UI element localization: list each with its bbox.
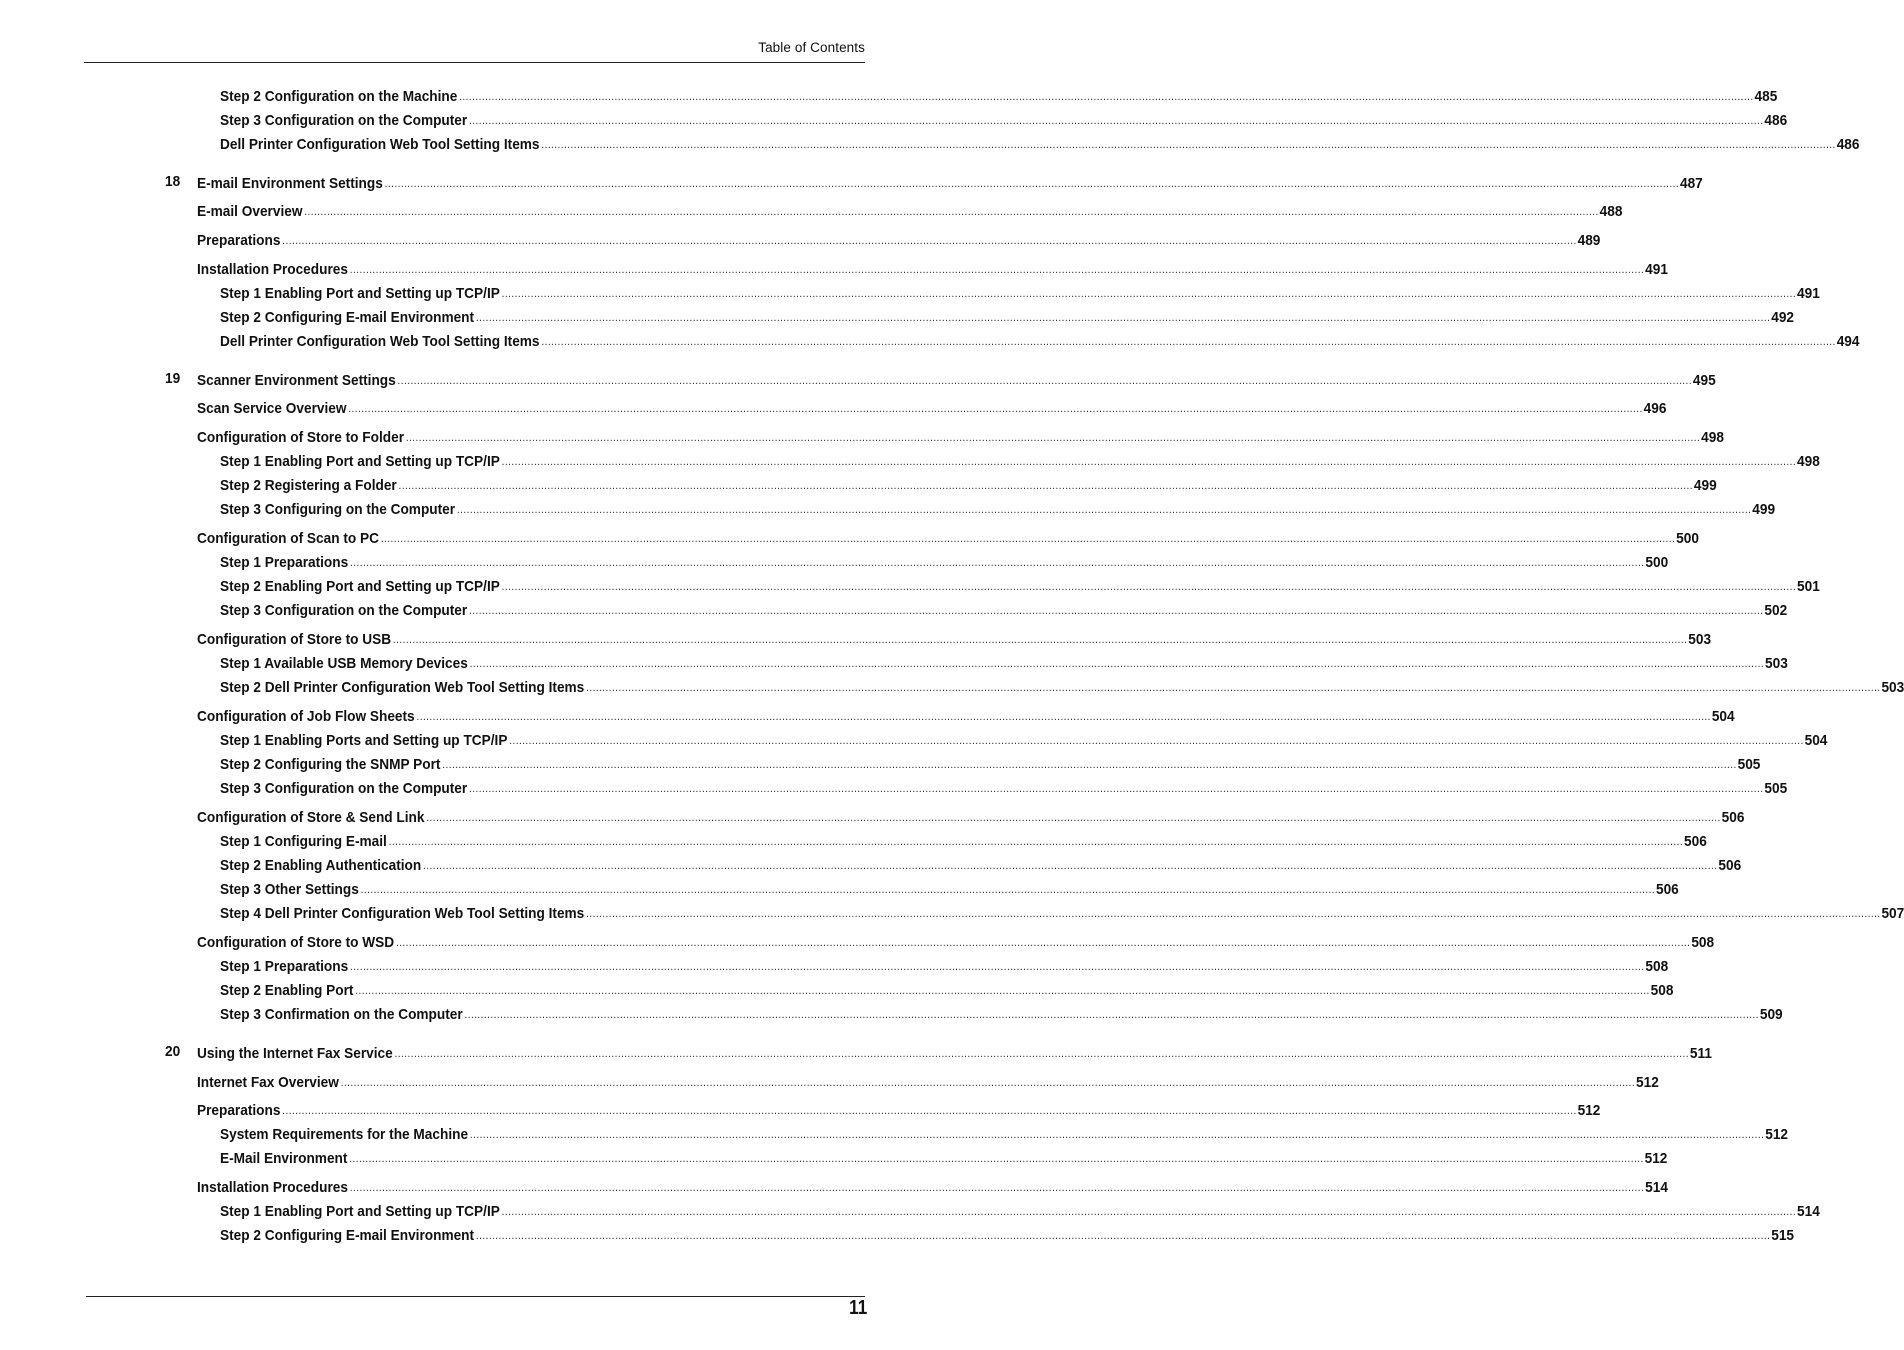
toc-dot-leader: ................................................................................................................................................................................................................................................................................................................................................................................................................ bbox=[501, 288, 1797, 300]
toc-entry-page: 512 bbox=[1577, 1102, 1601, 1119]
toc-subsection-entry[interactable] bbox=[220, 498, 1776, 518]
toc-entry-title: Step 3 Configuring on the Computer bbox=[220, 501, 456, 518]
toc-entry-title: Step 2 Configuring E-mail Environment bbox=[220, 1227, 475, 1244]
toc-subsection-entry[interactable] bbox=[220, 902, 1904, 922]
toc-section-entry[interactable] bbox=[197, 705, 1735, 725]
toc-dot-leader: ................................................................................................................................................................................................................................................................................................................................................................................................................ bbox=[469, 605, 1764, 617]
toc-entry-page: 485 bbox=[1754, 88, 1778, 105]
toc-section-entry[interactable] bbox=[197, 1176, 1668, 1196]
toc-entry-page: 487 bbox=[1680, 175, 1703, 192]
toc-subsection-entry[interactable] bbox=[220, 85, 1778, 105]
toc-entry-page: 494 bbox=[1836, 333, 1860, 350]
toc-entry-page: 512 bbox=[1644, 1150, 1668, 1167]
toc-dot-leader: ................................................................................................................................................................................................................................................................................................................................................................................................................ bbox=[469, 783, 1764, 795]
toc-subsection-entry[interactable] bbox=[220, 1147, 1668, 1167]
toc-entry-title: Configuration of Scan to PC bbox=[197, 530, 379, 547]
toc-entry-title: Step 3 Other Settings bbox=[220, 881, 359, 898]
toc-entry-page: 500 bbox=[1676, 530, 1699, 547]
toc-subsection-entry[interactable] bbox=[220, 1003, 1783, 1023]
toc-dot-leader: ................................................................................................................................................................................................................................................................................................................................................................................................................ bbox=[349, 1153, 1644, 1165]
toc-entry-title: Step 2 Enabling Port and Setting up TCP/IP bbox=[220, 578, 500, 595]
toc-entry-title: E-Mail Environment bbox=[220, 1150, 348, 1167]
toc-entry-page: 503 bbox=[1688, 631, 1712, 648]
toc-entry-title: Configuration of Store to USB bbox=[197, 631, 392, 648]
toc-dot-leader: ................................................................................................................................................................................................................................................................................................................................................................................................................ bbox=[355, 985, 1650, 997]
toc-subsection-entry[interactable] bbox=[220, 955, 1669, 975]
chapter-number: 18 bbox=[165, 173, 181, 190]
toc-entry-page: 499 bbox=[1752, 501, 1776, 518]
toc-subsection-entry[interactable] bbox=[220, 109, 1788, 129]
toc-subsection-entry[interactable] bbox=[220, 599, 1788, 619]
toc-dot-leader: ................................................................................................................................................................................................................................................................................................................................................................................................................ bbox=[282, 235, 1577, 247]
toc-dot-leader: ................................................................................................................................................................................................................................................................................................................................................................................................................ bbox=[416, 711, 1711, 723]
toc-subsection-entry[interactable] bbox=[220, 676, 1904, 696]
toc-section-entry[interactable] bbox=[197, 931, 1715, 951]
toc-entry-page: 506 bbox=[1655, 881, 1679, 898]
header-divider bbox=[84, 62, 865, 63]
toc-section-entry[interactable] bbox=[197, 1099, 1601, 1119]
toc-entry-title: Step 1 Preparations bbox=[220, 554, 349, 571]
toc-dot-leader: ................................................................................................................................................................................................................................................................................................................................................................................................................ bbox=[456, 504, 1752, 516]
toc-dot-leader: ................................................................................................................................................................................................................................................................................................................................................................................................................ bbox=[360, 884, 1656, 896]
toc-dot-leader: ................................................................................................................................................................................................................................................................................................................................................................................................................ bbox=[426, 812, 1721, 824]
toc-section-entry[interactable] bbox=[197, 200, 1623, 220]
toc-entry-title: Step 1 Enabling Ports and Setting up TCP/IP bbox=[220, 732, 508, 749]
toc-dot-leader: ................................................................................................................................................................................................................................................................................................................................................................................................................ bbox=[282, 1105, 1577, 1117]
toc-entry-title: Step 1 Available USB Memory Devices bbox=[220, 655, 468, 672]
page-number: 11 bbox=[849, 1297, 867, 1319]
chapter-number: 20 bbox=[165, 1043, 181, 1060]
toc-dot-leader: ................................................................................................................................................................................................................................................................................................................................................................................................................ bbox=[475, 1230, 1771, 1242]
toc-dot-leader: ................................................................................................................................................................................................................................................................................................................................................................................................................ bbox=[442, 759, 1737, 771]
toc-entry-page: 508 bbox=[1691, 934, 1715, 951]
toc-chapter-entry[interactable] bbox=[197, 1042, 1712, 1062]
toc-dot-leader: ................................................................................................................................................................................................................................................................................................................................................................................................................ bbox=[464, 1009, 1759, 1021]
toc-subsection-entry[interactable] bbox=[220, 1200, 1820, 1220]
toc-entry-page: 503 bbox=[1765, 655, 1788, 672]
toc-subsection-entry[interactable] bbox=[220, 1123, 1789, 1143]
toc-entry-page: 514 bbox=[1797, 1203, 1820, 1220]
toc-dot-leader: ................................................................................................................................................................................................................................................................................................................................................................................................................ bbox=[541, 336, 1836, 348]
toc-entry-page: 504 bbox=[1804, 732, 1828, 749]
footer-divider bbox=[86, 1296, 865, 1297]
toc-entry-title: Step 3 Configuration on the Computer bbox=[220, 780, 468, 797]
toc-entry-page: 507 bbox=[1881, 905, 1904, 922]
toc-section-entry[interactable] bbox=[197, 527, 1699, 547]
toc-entry-page: 486 bbox=[1836, 136, 1860, 153]
toc-entry-title: E-mail Environment Settings bbox=[197, 175, 383, 192]
toc-entry-title: Step 1 Enabling Port and Setting up TCP/IP bbox=[220, 453, 500, 470]
toc-entry-title: Preparations bbox=[197, 1102, 281, 1119]
toc-dot-leader: ................................................................................................................................................................................................................................................................................................................................................................................................................ bbox=[501, 456, 1797, 468]
toc-entry-title: Step 1 Preparations bbox=[220, 958, 349, 975]
toc-subsection-entry[interactable] bbox=[220, 575, 1820, 595]
toc-entry-page: 514 bbox=[1645, 1179, 1668, 1196]
toc-dot-leader: ................................................................................................................................................................................................................................................................................................................................................................................................................ bbox=[509, 735, 1804, 747]
toc-section-entry[interactable] bbox=[197, 229, 1601, 249]
toc-section-entry[interactable] bbox=[197, 397, 1667, 417]
toc-entry-title: Step 1 Enabling Port and Setting up TCP/IP bbox=[220, 1203, 500, 1220]
toc-subsection-entry[interactable] bbox=[220, 777, 1788, 797]
toc-dot-leader: ................................................................................................................................................................................................................................................................................................................................................................................................................ bbox=[394, 1048, 1689, 1060]
toc-entry-title: Configuration of Store to Folder bbox=[197, 429, 405, 446]
toc-dot-leader: ................................................................................................................................................................................................................................................................................................................................................................................................................ bbox=[384, 178, 1680, 190]
toc-entry-page: 508 bbox=[1650, 982, 1674, 999]
toc-dot-leader: ................................................................................................................................................................................................................................................................................................................................................................................................................ bbox=[348, 403, 1643, 415]
toc-entry-page: 486 bbox=[1764, 112, 1788, 129]
toc-entry-title: Installation Procedures bbox=[197, 1179, 348, 1196]
toc-entry-page: 488 bbox=[1599, 203, 1623, 220]
toc-entry-page: 512 bbox=[1636, 1074, 1659, 1091]
toc-entry-page: 504 bbox=[1711, 708, 1735, 725]
toc-entry-page: 491 bbox=[1645, 261, 1668, 278]
toc-entry-page: 502 bbox=[1764, 602, 1788, 619]
toc-entry-title: Configuration of Store to WSD bbox=[197, 934, 395, 951]
toc-entry-page: 499 bbox=[1693, 477, 1717, 494]
toc-entry-title: Step 3 Confirmation on the Computer bbox=[220, 1006, 463, 1023]
toc-dot-leader: ................................................................................................................................................................................................................................................................................................................................................................................................................ bbox=[469, 115, 1764, 127]
toc-dot-leader: ................................................................................................................................................................................................................................................................................................................................................................................................................ bbox=[304, 206, 1599, 218]
toc-dot-leader: ................................................................................................................................................................................................................................................................................................................................................................................................................ bbox=[541, 139, 1836, 151]
toc-entry-title: Step 2 Configuration on the Machine bbox=[220, 88, 458, 105]
toc-dot-leader: ................................................................................................................................................................................................................................................................................................................................................................................................................ bbox=[388, 836, 1684, 848]
toc-subsection-entry[interactable] bbox=[220, 282, 1820, 302]
toc-subsection-entry[interactable] bbox=[220, 133, 1860, 153]
toc-entry-title: Step 2 Enabling Authentication bbox=[220, 857, 422, 874]
toc-dot-leader: ................................................................................................................................................................................................................................................................................................................................................................................................................ bbox=[501, 581, 1797, 593]
toc-entry-title: Scan Service Overview bbox=[197, 400, 347, 417]
toc-section-entry[interactable] bbox=[197, 1071, 1659, 1091]
toc-entry-title: E-mail Overview bbox=[197, 203, 303, 220]
toc-section-entry[interactable] bbox=[197, 426, 1724, 446]
toc-subsection-entry[interactable] bbox=[220, 551, 1669, 571]
toc-subsection-entry[interactable] bbox=[220, 330, 1860, 350]
toc-section-entry[interactable] bbox=[197, 258, 1668, 278]
toc-entry-page: 500 bbox=[1645, 554, 1669, 571]
toc-dot-leader: ................................................................................................................................................................................................................................................................................................................................................................................................................ bbox=[469, 1129, 1765, 1141]
toc-entry-page: 505 bbox=[1737, 756, 1761, 773]
toc-dot-leader: ................................................................................................................................................................................................................................................................................................................................................................................................................ bbox=[475, 312, 1771, 324]
toc-subsection-entry[interactable] bbox=[220, 729, 1828, 749]
toc-dot-leader: ................................................................................................................................................................................................................................................................................................................................................................................................................ bbox=[459, 91, 1754, 103]
toc-entry-title: Step 1 Enabling Port and Setting up TCP/IP bbox=[220, 285, 500, 302]
toc-entry-page: 498 bbox=[1797, 453, 1820, 470]
toc-entry-page: 508 bbox=[1645, 958, 1669, 975]
toc-dot-leader: ................................................................................................................................................................................................................................................................................................................................................................................................................ bbox=[405, 432, 1701, 444]
toc-entry-page: 515 bbox=[1771, 1227, 1795, 1244]
toc-entry-title: Dell Printer Configuration Web Tool Setting Items bbox=[220, 333, 540, 350]
toc-entry-title: Scanner Environment Settings bbox=[197, 372, 396, 389]
toc-entry-title: Step 2 Configuring the SNMP Port bbox=[220, 756, 441, 773]
toc-entry-page: 501 bbox=[1797, 578, 1820, 595]
toc-entry-page: 506 bbox=[1684, 833, 1707, 850]
toc-section-entry[interactable] bbox=[197, 806, 1745, 826]
toc-entry-page: 511 bbox=[1689, 1045, 1712, 1062]
toc-entry-title: System Requirements for the Machine bbox=[220, 1126, 469, 1143]
chapter-number: 19 bbox=[165, 370, 181, 387]
toc-dot-leader: ................................................................................................................................................................................................................................................................................................................................................................................................................ bbox=[586, 682, 1881, 694]
toc-entry-title: Step 2 Dell Printer Configuration Web Tool Setting Items bbox=[220, 679, 585, 696]
toc-chapter-entry[interactable] bbox=[197, 172, 1703, 192]
toc-subsection-entry[interactable] bbox=[220, 830, 1707, 850]
toc-dot-leader: ................................................................................................................................................................................................................................................................................................................................................................................................................ bbox=[392, 634, 1688, 646]
toc-subsection-entry[interactable] bbox=[220, 474, 1717, 494]
toc-dot-leader: ................................................................................................................................................................................................................................................................................................................................................................................................................ bbox=[469, 658, 1765, 670]
toc-entry-page: 512 bbox=[1765, 1126, 1789, 1143]
toc-entry-title: Dell Printer Configuration Web Tool Setting Items bbox=[220, 136, 540, 153]
header-title: Table of Contents bbox=[758, 40, 865, 55]
toc-entry-title: Step 2 Configuring E-mail Environment bbox=[220, 309, 475, 326]
toc-entry-page: 506 bbox=[1718, 857, 1742, 874]
toc-dot-leader: ................................................................................................................................................................................................................................................................................................................................................................................................................ bbox=[349, 264, 1645, 276]
toc-entry-page: 505 bbox=[1764, 780, 1788, 797]
toc-entry-title: Configuration of Job Flow Sheets bbox=[197, 708, 415, 725]
toc-entry-title: Using the Internet Fax Service bbox=[197, 1045, 393, 1062]
toc-chapter-entry[interactable] bbox=[197, 369, 1716, 389]
toc-subsection-entry[interactable] bbox=[220, 753, 1761, 773]
toc-entry-title: Step 2 Registering a Folder bbox=[220, 477, 397, 494]
toc-subsection-entry[interactable] bbox=[220, 979, 1674, 999]
toc-entry-title: Configuration of Store & Send Link bbox=[197, 809, 425, 826]
toc-subsection-entry[interactable] bbox=[220, 854, 1742, 874]
toc-dot-leader: ................................................................................................................................................................................................................................................................................................................................................................................................................ bbox=[501, 1206, 1797, 1218]
toc-entry-page: 503 bbox=[1881, 679, 1904, 696]
toc-entry-page: 489 bbox=[1577, 232, 1601, 249]
toc-entry-title: Preparations bbox=[197, 232, 281, 249]
toc-entry-title: Internet Fax Overview bbox=[197, 1074, 339, 1091]
toc-subsection-entry[interactable] bbox=[220, 652, 1788, 672]
toc-subsection-entry[interactable] bbox=[220, 450, 1820, 470]
toc-entry-page: 495 bbox=[1692, 372, 1716, 389]
toc-dot-leader: ................................................................................................................................................................................................................................................................................................................................................................................................................ bbox=[398, 480, 1694, 492]
toc-entry-page: 491 bbox=[1797, 285, 1820, 302]
toc-section-entry[interactable] bbox=[197, 628, 1712, 648]
toc-entry-title: Step 3 Configuration on the Computer bbox=[220, 602, 468, 619]
toc-dot-leader: ................................................................................................................................................................................................................................................................................................................................................................................................................ bbox=[395, 937, 1691, 949]
toc-entry-page: 506 bbox=[1721, 809, 1745, 826]
toc-subsection-entry[interactable] bbox=[220, 306, 1795, 326]
toc-entry-title: Step 3 Configuration on the Computer bbox=[220, 112, 468, 129]
toc-dot-leader: ................................................................................................................................................................................................................................................................................................................................................................................................................ bbox=[350, 961, 1645, 973]
toc-dot-leader: ................................................................................................................................................................................................................................................................................................................................................................................................................ bbox=[340, 1077, 1636, 1089]
toc-entry-page: 498 bbox=[1701, 429, 1724, 446]
toc-dot-leader: ................................................................................................................................................................................................................................................................................................................................................................................................................ bbox=[350, 557, 1645, 569]
toc-dot-leader: ................................................................................................................................................................................................................................................................................................................................................................................................................ bbox=[423, 860, 1718, 872]
toc-dot-leader: ................................................................................................................................................................................................................................................................................................................................................................................................................ bbox=[586, 908, 1881, 920]
toc-dot-leader: ................................................................................................................................................................................................................................................................................................................................................................................................................ bbox=[380, 533, 1676, 545]
toc-subsection-entry[interactable] bbox=[220, 1224, 1795, 1244]
toc-entry-page: 492 bbox=[1771, 309, 1795, 326]
toc-entry-title: Installation Procedures bbox=[197, 261, 348, 278]
toc-entry-page: 509 bbox=[1759, 1006, 1783, 1023]
toc-entry-title: Step 2 Enabling Port bbox=[220, 982, 354, 999]
toc-entry-title: Step 1 Configuring E-mail bbox=[220, 833, 387, 850]
toc-dot-leader: ................................................................................................................................................................................................................................................................................................................................................................................................................ bbox=[349, 1182, 1645, 1194]
toc-entry-page: 496 bbox=[1643, 400, 1667, 417]
toc-entry-title: Step 4 Dell Printer Configuration Web Tool Setting Items bbox=[220, 905, 585, 922]
toc-dot-leader: ................................................................................................................................................................................................................................................................................................................................................................................................................ bbox=[397, 375, 1693, 387]
toc-subsection-entry[interactable] bbox=[220, 878, 1679, 898]
